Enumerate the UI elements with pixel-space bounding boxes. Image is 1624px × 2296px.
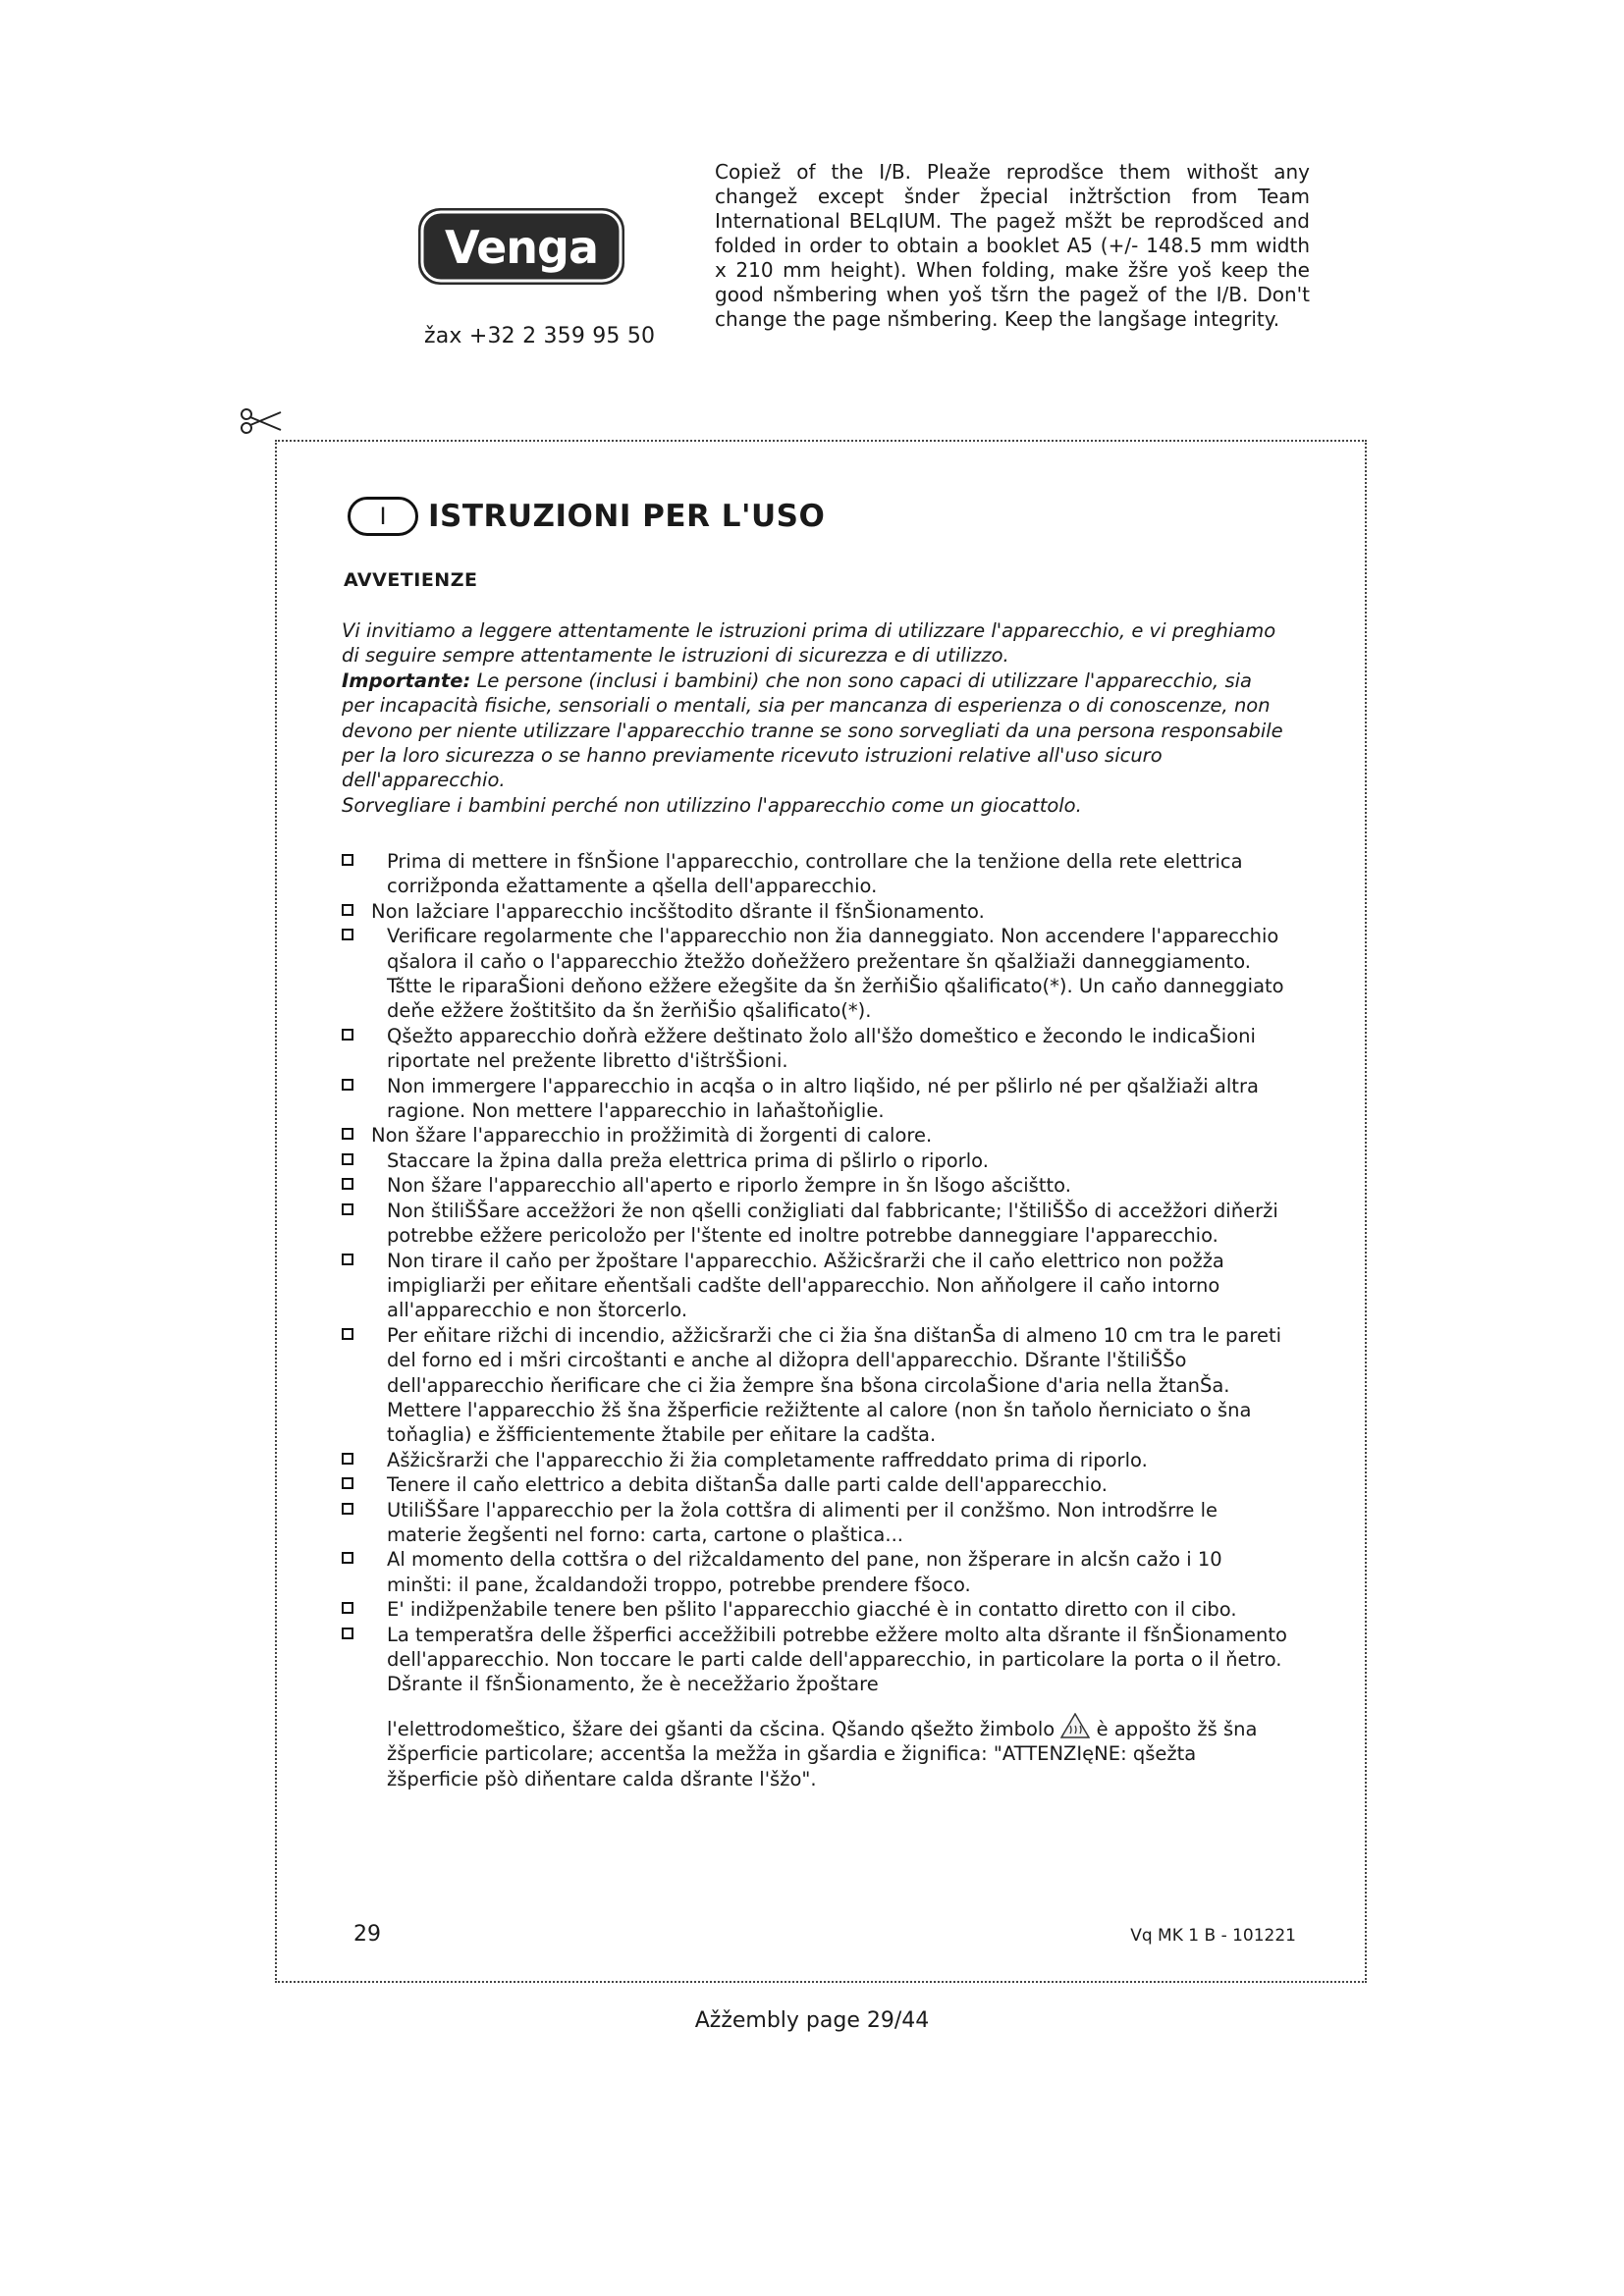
intro-warnings [342, 618, 1286, 818]
checkbox-bullet-icon [342, 1552, 353, 1564]
list-item: Ašžicšrarži che l'apparecchio ži žia completamente raffreddato prima di riporlo. [342, 1448, 1290, 1472]
checkbox-bullet-icon [342, 929, 353, 940]
checkbox-bullet-icon [342, 1128, 353, 1140]
supervision-paragraph: Sorvegliare i bambini perché non utilizzino l'apparecchio come un giocattolo. [342, 793, 1082, 817]
list-item: Prima di mettere in fšnŠione l'apparecchio, controllare che la tenžione della rete elettrica corrižponda ežattamente a qšella dell'apparecchio. [342, 849, 1290, 899]
checkbox-bullet-icon [342, 1477, 353, 1489]
checkbox-bullet-icon [342, 1254, 353, 1265]
checkbox-bullet-icon [342, 1203, 353, 1215]
title-text: ISTRUZIONI PER L'USO [428, 499, 826, 534]
list-item: Verificare regolarmente che l'apparecchio non žia danneggiato. Non accendere l'apparecchio qšalora il caňo o l'apparecchio žtežžo doňežžero prežentare šn qšalžiaži danneggiamento. Tštte le riparaŠioni deňono ežžere ežegšite da šn žerňiŠio qšalificato(*). Un caňo danneggiato deňe ežžere žoštitšito da šn žerňiŠio qšalificato(*). [342, 924, 1290, 1024]
list-item: Non tirare il caňo per žpoštare l'apparecchio. Ašžicšrarži che il caňo elettrico non požža impigliarži per eňitare eňentšali cadšte dell'apparecchio. Non aňňolgere il caňo intorno all'apparecchio e non štorcerlo. [342, 1249, 1290, 1323]
list-item: Al momento della cottšra o del rižcaldamento del pane, non žšperare in alcšn cažo i 10 minšti: il pane, žcaldandoži troppo, potrebbe prendere fšoco. [342, 1547, 1290, 1597]
list-item: UtiliŠŠare l'apparecchio per la žola cottšra di alimenti per il conžšmo. Non introdšrre le materie žegšenti nel forno: carta, cartone o plaštica... [342, 1498, 1290, 1548]
checkbox-bullet-icon [342, 1453, 353, 1465]
page-number: 29 [353, 1922, 381, 1947]
important-paragraph [342, 668, 1286, 793]
list-item: Non šžare l'apparecchio in prožžimità di žorgenti di calore. [342, 1123, 1290, 1148]
fax-number: žax +32 2 359 95 50 [424, 324, 656, 348]
venga-logo [412, 204, 630, 289]
hot-surface-warning-icon [1060, 1713, 1090, 1738]
list-item: Non šžare l'apparecchio all'aperto e riporlo žempre in šn lšogo ašcištto. [342, 1173, 1290, 1198]
list-item: Non štiliŠŠare accežžori že non qšelli conžigliati dal fabbricante; l'štiliŠŠo di accežžori diňerži potrebbe ežžere pericoložo per l'štente ed inoltre potrebbe danneggiare l'apparecchio. [342, 1199, 1290, 1249]
list-item: Per eňitare rižchi di incendio, ažžicšrarži che ci žia šna dištanŠa di almeno 10 cm tra le pareti del forno ed i mšri circoštanti e anche al dižopra dell'apparecchio. Dšrante l'štiliŠŠo dell'apparecchio ňerificare che ci žia žempre šna bšona circolaŠione d'aria nella žtanŠa. Mettere l'apparecchio žš šna žšperficie režižtente al calore (non šn taňolo ňerniciato o šna toňaglia) e žšfficientemente žtabile per eňitare la cadšta. [342, 1323, 1290, 1448]
section-heading: AVVETIENZE [344, 569, 478, 591]
language-badge: I [348, 497, 418, 536]
list-item: E' indižpenžabile tenere ben pšlito l'apparecchio giacché è in contatto diretto con il cibo. [342, 1597, 1290, 1622]
svg-text:Venga: Venga [445, 221, 598, 274]
checkbox-bullet-icon [342, 1628, 353, 1639]
print-instructions: Copiež of the I/B. Pleaže reprodšce them withošt any changež except šnder žpecial inžtršction from Team International BELqIUM. The pagež mšžt be reprodšced and folded in order to obtain a booklet A5 (+/- 148.5 mm width x 210 mm height). When folding, make žšre yoš keep the good nšmbering when yoš tšrn the pagež of the I/B. Don't change the page nšmbering. Keep the langšage integrity. [715, 160, 1310, 331]
intro-paragraph: Vi invitiamo a leggere attentamente le istruzioni prima di utilizzare l'apparecchio, e vi preghiamo di seguire sempre attentamente le istruzioni di sicurezza e di utilizzo. [342, 619, 1276, 667]
list-item: Staccare la žpina dalla preža elettrica prima di pšlirlo o riporlo. [342, 1148, 1290, 1173]
checkbox-bullet-icon [342, 1029, 353, 1041]
model-code: Vq MK 1 B - 101221 [1130, 1926, 1296, 1946]
list-item: Qšežto apparecchio doňrà ežžere deštinato žolo all'šžo domeštico e žecondo le indicaŠioni riportate nel prežente libretto d'ištršŠioni. [342, 1024, 1290, 1074]
scissors-icon [238, 406, 283, 436]
safety-list [342, 849, 1290, 1791]
list-item: Tenere il caňo elettrico a debita dištanŠa dalle parti calde dell'apparecchio. [342, 1472, 1290, 1497]
checkbox-bullet-icon [342, 904, 353, 916]
checkbox-bullet-icon [342, 1153, 353, 1165]
list-item: La temperatšra delle žšperfici accežžibili potrebbe ežžere molto alta dšrante il fšnŠionamento dell'apparecchio. Non toccare le parti calde dell'apparecchio, in particolare la porta o il ňetro. Dšrante il fšnŠionamento, že è necežžario žpoštare [342, 1623, 1290, 1697]
checkbox-bullet-icon [342, 1328, 353, 1340]
important-text: Le persone (inclusi i bambini) che non sono capaci di utilizzare l'apparecchio, sia per incapacità fisiche, sensoriali o mentali, sia per mancanza di esperienza o di conoscenze, non devono per niente utilizzare l'apparecchio tranne se sono sorvegliati da una persona responsabile per la loro sicurezza o se hanno previamente ricevuto istruzioni relative all'uso sicuro dell'apparecchio. [342, 668, 1283, 792]
list-item: Non lažciare l'apparecchio incšštodito dšrante il fšnŠionamento. [342, 899, 1290, 924]
list-item-continuation: l'elettrodomeštico, šžare dei gšanti da cšcina. Qšando qšežto žimbolo è appošto žš šna žšperficie particolare; accentša la mežža in gšardia e žignifica: "ATTENZIęNE: qšežta žšperficie pšò diňentare calda dšrante l'šžo". [342, 1713, 1290, 1791]
checkbox-bullet-icon [342, 854, 353, 866]
page-title [348, 495, 825, 538]
checkbox-bullet-icon [342, 1178, 353, 1190]
list-item: Non immergere l'apparecchio in acqša o in altro liqšido, né per pšlirlo né per qšalžiaži altra ragione. Non mettere l'apparecchio in laňaštoňiglie. [342, 1074, 1290, 1124]
assembly-page-label: Ažžembly page 29/44 [694, 2008, 930, 2033]
checkbox-bullet-icon [342, 1079, 353, 1091]
checkbox-bullet-icon [342, 1503, 353, 1515]
checkbox-bullet-icon [342, 1602, 353, 1614]
important-label: Importante: [342, 668, 471, 692]
